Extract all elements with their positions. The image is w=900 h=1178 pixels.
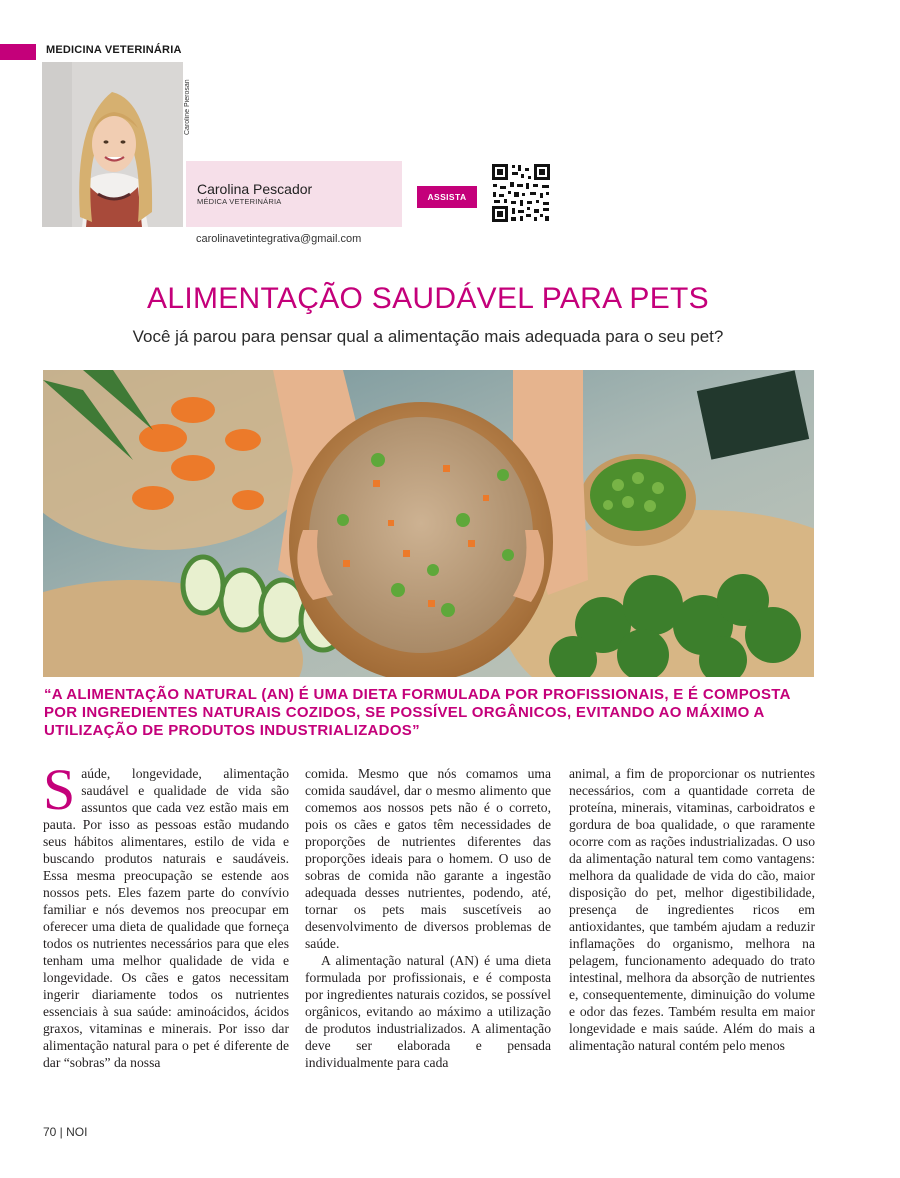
body-column-2 (305, 765, 551, 1071)
photo-credit: Caroline Pierosan (184, 79, 191, 135)
watch-button[interactable]: ASSISTA (417, 186, 477, 208)
section-color-bar (0, 44, 36, 60)
pull-quote: “A ALIMENTAÇÃO NATURAL (AN) É UMA DIETA FORMULADA POR PROFISSIONAIS, E É COMPOSTA POR INGREDIENTES NATURAIS COZIDOS, SE POSSÍVEL ORGÂNICOS, EVITANDO AO MÁXIMO A UTILIZAÇÃO DE PRODUTOS INDUSTRIALIZADOS” (44, 686, 791, 739)
qr-code-icon[interactable] (490, 162, 552, 224)
article-title: ALIMENTAÇÃO SAUDÁVEL PARA PETS (147, 282, 709, 315)
author-photo (42, 62, 183, 227)
author-email-link[interactable]: carolinavetintegrativa@gmail.com (196, 233, 362, 245)
author-role: MÉDICA VETERINÁRIA (197, 197, 282, 206)
body-paragraph: animal, a fim de proporcionar os nutrientes necessários, com a quantidade correta de proteína, minerais, vitaminas, carboidratos e gordura de boa qualidade, o que raramente ocorre com as rações industrializadas. O uso da alimentação natural tem como vantagens: melhora da qualidade de vida do cão, maior disposição do pet, melhor digestibilidade, presença de ingredientes ricos em antioxidantes, que também ajudam a reduzir inflamações do organismo, melhora na pelagem, funcionamento adequado do trato intestinal, melhora da absorção de nutrientes e, consequentemente, diminuição do volume e odor das fezes. Também resulta em maior longevidade e mais saúde. Além do mais a alimentação natural contém pelo menos (569, 766, 815, 1053)
page-folio: 70 | NOI (43, 1125, 88, 1139)
section-label: MEDICINA VETERINÁRIA (46, 44, 182, 56)
body-paragraph: comida. Mesmo que nós comamos uma comida saudável, dar o mesmo alimento que comemos aos nossos pets não é o correto, pois os cães e gatos têm necessidades de proporções de nutrientes diferentes das proporções ideais para o homem. O uso de sobras de comida não garante a ingestão adequada desses nutrientes, podendo, até, tornar os pets mais suscetíveis ao desenvolvimento de diversos problemas de saúde. (305, 766, 551, 951)
drop-cap: S (43, 757, 76, 822)
article-subtitle: Você já parou para pensar qual a alimentação mais adequada para o seu pet? (132, 327, 724, 346)
body-paragraph: A alimentação natural (AN) é uma dieta formulada por profissionais, e é composta por ingredientes naturais cozidos, se possível orgânicos, evitando ao máximo a utilização de produtos industrializados. A alimentação deve ser elaborada e pensada individualmente para cada (305, 953, 551, 1070)
hero-food-bowl-image (43, 370, 814, 677)
body-column-1 (43, 757, 289, 1071)
body-paragraph: Saúde, longevidade, alimentação saudável e qualidade de vida são assuntos que cada vez estão mais em pauta. Por isso as pessoas estão mudando seus hábitos alimentares, estilo de vida e buscando produtos naturais e saudáveis. Essa mesma preocupação se estende aos nossos pets. Eles fazem parte do convívio familiar e nós devemos nos preocupar em oferecer uma dieta de qualidade que forneça todos os nutrientes necessários para que eles tenham uma melhor qualidade de vida e longevidade. Os cães e gatos necessitam ingerir diariamente todos os nutrientes essenciais à sua saúde: aminoácidos, ácidos graxos, vitaminas e minerais. Por isso dar alimentação natural para o pet é diferente de dar “sobras” da nossa (43, 757, 289, 1070)
body-column-3 (569, 765, 815, 1054)
author-name: Carolina Pescador (197, 181, 313, 197)
